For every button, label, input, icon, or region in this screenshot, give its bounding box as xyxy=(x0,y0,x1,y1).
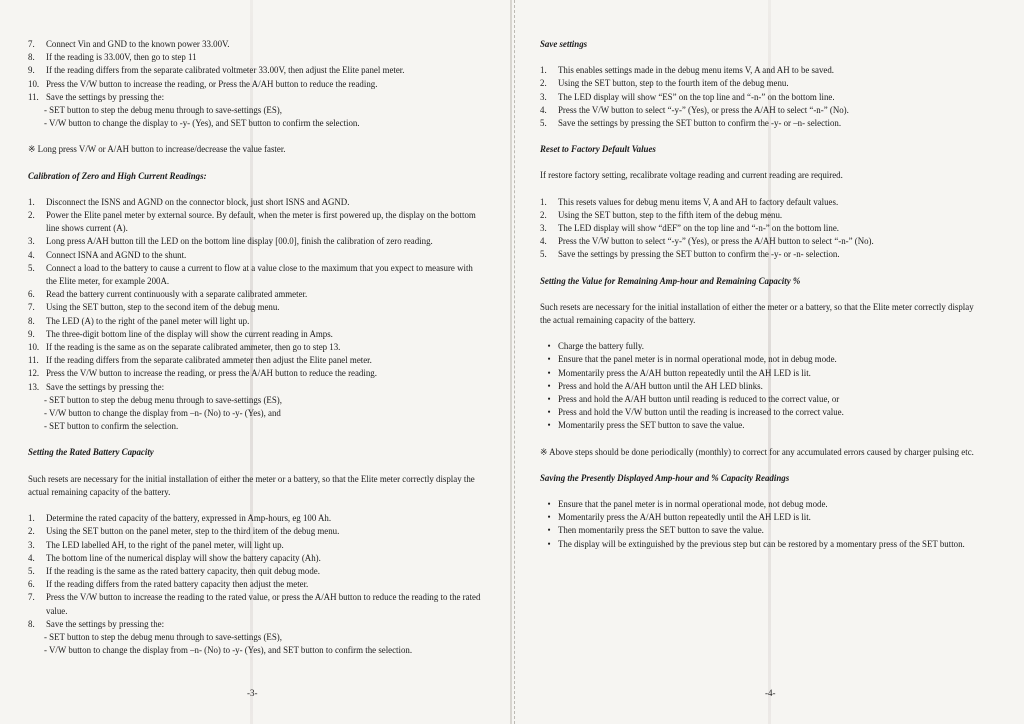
heading-saving-readings: Saving the Presently Displayed Amp-hour and % Capacity Readings xyxy=(540,472,790,483)
bullet-dot-icon: • xyxy=(547,512,551,523)
voltage-calibration-steps xyxy=(28,38,483,104)
step-number: 3. xyxy=(540,91,547,102)
step-number: 2. xyxy=(540,78,547,89)
sub-step: - SET button to step the debug menu through to save-settings (ES), xyxy=(44,105,282,116)
step-number: 12. xyxy=(28,368,40,379)
numbered-step xyxy=(28,235,483,248)
numbered-step xyxy=(28,249,483,262)
bullet-text: Momentarily press the SET button to save the value. xyxy=(558,420,745,431)
bullet-item xyxy=(540,353,982,366)
bullet-item xyxy=(540,393,982,406)
step-text: Long press A/AH button till the LED on the bottom line display [00.0], finish the calibration of zero reading. xyxy=(46,236,433,247)
step-number: 13. xyxy=(28,381,40,392)
numbered-step xyxy=(28,525,483,538)
remaining-capacity-intro: Such resets are necessary for the initial installation of either the meter or a battery, so that the Elite meter correctly display the actual remaining capacity of the battery. xyxy=(540,301,974,326)
step-text: Press the V/W button to select “-y-” (Yes), or press the A/AH button to select “-n-” (No). xyxy=(558,236,874,247)
numbered-step xyxy=(28,91,483,104)
bullet-text: Charge the battery fully. xyxy=(558,341,645,352)
page-3 xyxy=(28,38,483,657)
current-save-substeps xyxy=(28,394,483,434)
bullet-item xyxy=(540,538,982,551)
step-text: Connect Vin and GND to the known power 33.00V. xyxy=(46,39,230,49)
step-text: Using the SET button on the panel meter, step to the third item of the debug menu. xyxy=(46,526,340,537)
sub-step: - SET button to step the debug menu through to save-settings (ES), xyxy=(44,631,282,642)
step-number: 3. xyxy=(540,223,547,234)
step-text: The bottom line of the numerical display will show the battery capacity (Ah). xyxy=(46,552,321,563)
numbered-step xyxy=(540,248,982,261)
step-number: 8. xyxy=(28,315,35,326)
step-number: 7. xyxy=(28,302,35,313)
bullet-dot-icon: • xyxy=(547,525,551,536)
step-number: 2. xyxy=(28,526,35,537)
step-number: 11. xyxy=(28,355,39,366)
sub-step: - V/W button to change the display to -y- (Yes), and SET button to confirm the selection. xyxy=(44,118,360,129)
step-text: If the reading is the same as on the separate calibrated ammeter, then go to step 13. xyxy=(46,342,341,353)
step-number: 1. xyxy=(540,65,547,76)
numbered-step xyxy=(540,209,982,222)
bullet-item xyxy=(540,380,982,393)
step-text: The LED labelled AH, to the right of the panel meter, will light up. xyxy=(46,539,284,550)
step-text: Read the battery current continuously with a separate calibrated ammeter. xyxy=(46,289,308,300)
remaining-capacity-bullets xyxy=(540,340,982,432)
step-number: 3. xyxy=(28,236,35,247)
numbered-step xyxy=(540,117,982,130)
bullet-text: Ensure that the panel meter is in normal operational mode, not in debug mode. xyxy=(558,354,837,365)
step-text: If the reading differs from the separate calibrated voltmeter 33.00V, then adjust the Elite panel meter. xyxy=(46,65,405,76)
heading-calibration-current: Calibration of Zero and High Current Readings: xyxy=(28,170,207,181)
bullet-item xyxy=(540,511,982,524)
numbered-step xyxy=(28,381,483,394)
step-text: Connect a load to the battery to cause a current to flow at a value close to the maximum that you expect to measure with the Elite meter, for example 200A. xyxy=(46,262,473,287)
step-text: Disconnect the ISNS and AGND on the connector block, just short ISNS and AGND. xyxy=(46,196,350,207)
heading-remaining-capacity: Setting the Value for Remaining Amp-hour and Remaining Capacity % xyxy=(540,275,801,286)
step-text: Save the settings by pressing the: xyxy=(46,618,165,629)
step-number: 7. xyxy=(28,592,35,603)
numbered-step xyxy=(540,91,982,104)
step-number: 5. xyxy=(540,249,547,260)
numbered-step xyxy=(28,578,483,591)
factory-reset-steps xyxy=(540,196,982,262)
page-number-4: -4- xyxy=(765,688,776,698)
step-text: This resets values for debug menu items V, A and AH to factory default values. xyxy=(558,196,839,207)
periodic-correction-note: ※ Above steps should be done periodically (monthly) to correct for any accumulated errors caused by charger pulsing etc. xyxy=(540,446,974,457)
bullet-dot-icon: • xyxy=(547,394,551,405)
numbered-step xyxy=(28,209,483,235)
step-text: The three-digit bottom line of the display will show the current reading in Amps. xyxy=(46,328,333,339)
center-fold-perforation xyxy=(514,0,515,724)
numbered-step xyxy=(540,77,982,90)
heading-rated-capacity: Setting the Rated Battery Capacity xyxy=(28,447,154,458)
step-number: 1. xyxy=(28,513,35,524)
rated-save-substeps xyxy=(28,631,483,657)
step-text: Save the settings by pressing the SET button to confirm the -y- or -n- selection. xyxy=(558,249,840,260)
bullet-item xyxy=(540,498,982,511)
numbered-step xyxy=(28,78,483,91)
step-number: 3. xyxy=(28,539,35,550)
bullet-item xyxy=(540,340,982,353)
step-text: Power the Elite panel meter by external source. By default, when the meter is first powered up, the display on the bottom line shows current (A). xyxy=(46,210,476,234)
bullet-dot-icon: • xyxy=(547,380,551,391)
bullet-dot-icon: • xyxy=(547,538,551,549)
step-number: 1. xyxy=(540,196,547,207)
step-number: 4. xyxy=(540,236,547,247)
step-text: Press the V/W button to select “-y-” (Yes), or press the A/AH to select “-n-” (No). xyxy=(558,104,849,115)
step-text: This enables settings made in the debug menu items V, A and AH to be saved. xyxy=(558,65,834,76)
numbered-step xyxy=(540,104,982,117)
step-number: 4. xyxy=(28,249,35,260)
step-number: 9. xyxy=(28,328,35,339)
center-fold xyxy=(510,0,512,724)
bullet-text: Momentarily press the A/AH button repeatedly until the AH LED is lit. xyxy=(558,367,811,378)
numbered-step xyxy=(28,288,483,301)
numbered-step xyxy=(28,262,483,288)
step-number: 5. xyxy=(28,262,35,273)
numbered-step xyxy=(540,235,982,248)
rated-capacity-intro: Such resets are necessary for the initial installation of either the meter or a battery, so that the Elite meter correctly display the actual remaining capacity of the battery. xyxy=(28,473,475,497)
bullet-text: Momentarily press the A/AH button repeatedly until the AH LED is lit. xyxy=(558,512,811,523)
factory-reset-intro: If restore factory setting, recalibrate voltage reading and current reading are required. xyxy=(540,170,843,181)
step-number: 10. xyxy=(28,342,40,353)
step-text: The LED (A) to the right of the panel meter will light up. xyxy=(46,315,250,326)
numbered-step xyxy=(28,367,483,380)
step-text: Press the V/W button to increase the reading, or press the A/AH button to reduce the reading. xyxy=(46,368,377,379)
step-number: 5. xyxy=(28,565,35,576)
bullet-text: Press and hold the V/W button until the reading is increased to the correct value. xyxy=(558,407,844,418)
step-text: Press the V/W button to increase the reading, or Press the A/AH button to reduce the reading. xyxy=(46,78,378,89)
step-text: Save the settings by pressing the: xyxy=(46,91,165,102)
step-number: 11. xyxy=(28,91,39,102)
sub-step: - SET button to confirm the selection. xyxy=(44,421,179,432)
bullet-item xyxy=(540,367,982,380)
bullet-text: The display will be extinguished by the previous step but can be restored by a momentary press of the SET button. xyxy=(558,538,965,549)
page-number-3: -3- xyxy=(247,688,258,698)
bullet-dot-icon: • xyxy=(547,354,551,365)
page-4 xyxy=(540,38,982,551)
step-text: The LED display will show “dEF” on the top line and “-n-” on the bottom line. xyxy=(558,223,839,234)
step-text: If the reading differs from the separate calibrated ammeter then adjust the Elite panel meter. xyxy=(46,355,372,366)
step-text: Using the SET button, step to the second item of the debug menu. xyxy=(46,302,280,313)
bullet-dot-icon: • xyxy=(547,420,551,431)
bullet-item xyxy=(540,524,982,537)
voltage-save-substeps xyxy=(28,104,483,130)
numbered-step xyxy=(28,565,483,578)
step-text: If the reading is 33.00V, then go to step 11 xyxy=(46,52,197,63)
step-text: Press the V/W button to increase the reading to the rated value, or press the A/AH button to reduce the reading to the rated value. xyxy=(46,592,481,616)
numbered-step xyxy=(28,301,483,314)
numbered-step xyxy=(540,196,982,209)
step-text: If the reading is the same as the rated battery capacity, then quit debug mode. xyxy=(46,565,320,576)
step-text: The LED display will show “ES” on the top line and “-n-” on the bottom line. xyxy=(558,91,835,102)
step-number: 4. xyxy=(28,552,35,563)
step-number: 2. xyxy=(540,209,547,220)
step-number: 5. xyxy=(540,118,547,129)
numbered-step xyxy=(28,315,483,328)
numbered-step xyxy=(28,591,483,617)
save-settings-steps xyxy=(540,64,982,130)
bullet-dot-icon: • xyxy=(547,367,551,378)
step-text: Determine the rated capacity of the battery, expressed in Amp-hours, eg 100 Ah. xyxy=(46,513,332,524)
step-number: 4. xyxy=(540,104,547,115)
numbered-step xyxy=(28,328,483,341)
bullet-dot-icon: • xyxy=(547,341,551,352)
step-number: 8. xyxy=(28,52,35,63)
step-number: 6. xyxy=(28,579,35,590)
bullet-text: Then momentarily press the SET button to save the value. xyxy=(558,525,764,536)
bullet-item xyxy=(540,406,982,419)
sub-step: - V/W button to change the display from –n- (No) to -y- (Yes), and SET button to confirm the selection. xyxy=(44,645,413,656)
sub-step: - SET button to step the debug menu through to save-settings (ES), xyxy=(44,394,282,405)
step-text: Connect ISNA and AGND to the shunt. xyxy=(46,249,187,260)
step-number: 1. xyxy=(28,196,35,207)
numbered-step xyxy=(28,64,483,77)
bullet-text: Ensure that the panel meter is in normal operational mode, not debug mode. xyxy=(558,499,828,510)
sub-step: - V/W button to change the display from –n- (No) to -y- (Yes), and xyxy=(44,408,281,419)
numbered-step xyxy=(28,512,483,525)
step-text: Using the SET button, step to the fourth item of the debug menu. xyxy=(558,78,789,89)
numbered-step xyxy=(28,539,483,552)
numbered-step xyxy=(28,354,483,367)
step-number: 7. xyxy=(28,39,35,49)
numbered-step xyxy=(28,51,483,64)
step-number: 8. xyxy=(28,618,35,629)
numbered-step xyxy=(28,38,483,51)
current-calibration-steps xyxy=(28,196,483,394)
step-number: 6. xyxy=(28,289,35,300)
bullet-dot-icon: • xyxy=(547,499,551,510)
numbered-step xyxy=(28,196,483,209)
step-text: Save the settings by pressing the SET button to confirm the -y- or –n- selection. xyxy=(558,118,842,129)
step-text: Using the SET button, step to the fifth item of the debug menu. xyxy=(558,209,783,220)
numbered-step xyxy=(540,222,982,235)
step-number: 10. xyxy=(28,78,40,89)
heading-factory-reset: Reset to Factory Default Values xyxy=(540,144,656,155)
heading-save-settings: Save settings xyxy=(540,39,588,49)
bullet-item xyxy=(540,419,982,432)
bullet-text: Press and hold the A/AH button until the AH LED blinks. xyxy=(558,380,763,391)
numbered-step xyxy=(540,64,982,77)
step-text: Save the settings by pressing the: xyxy=(46,381,165,392)
numbered-step xyxy=(28,552,483,565)
long-press-note: ※ Long press V/W or A/AH button to increase/decrease the value faster. xyxy=(28,144,286,155)
saving-readings-bullets xyxy=(540,498,982,551)
bullet-text: Press and hold the A/AH button until reading is reduced to the correct value, or xyxy=(558,394,840,405)
bullet-dot-icon: • xyxy=(547,407,551,418)
step-number: 9. xyxy=(28,65,35,76)
rated-capacity-steps xyxy=(28,512,483,631)
numbered-step xyxy=(28,341,483,354)
step-text: If the reading differs from the rated battery capacity then adjust the meter. xyxy=(46,579,309,590)
step-number: 2. xyxy=(28,210,35,221)
numbered-step xyxy=(28,618,483,631)
